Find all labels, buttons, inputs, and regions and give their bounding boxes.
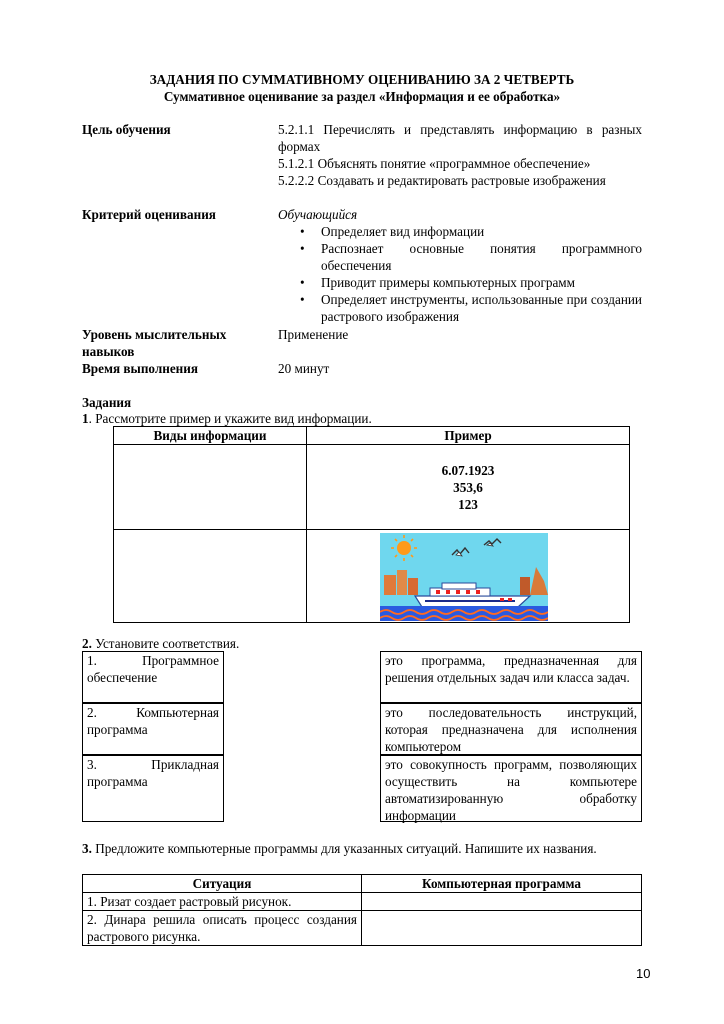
task1-prompt bbox=[82, 410, 372, 427]
task2-left-2[interactable]: 2. Компьютерная программа bbox=[82, 703, 224, 755]
task3-situation-1: 1. Ризат создает растровый рисунок. bbox=[83, 893, 362, 911]
goal-item-2: 5.1.2.1 Объяснять понятие «программное обеспечение» bbox=[278, 156, 591, 171]
criteria-bullet-icon: • bbox=[300, 241, 305, 256]
time-label: Время выполнения bbox=[82, 361, 199, 376]
example-line-1: 6.07.1923 bbox=[441, 463, 495, 478]
criteria-bullet-icon: • bbox=[300, 275, 305, 290]
task3-answer-1[interactable] bbox=[362, 893, 642, 911]
tasks-heading: Задания bbox=[82, 395, 132, 410]
task1-header-row bbox=[114, 427, 630, 445]
goal-item-3: 5.2.2.2 Создавать и редактировать растровые изображения bbox=[278, 173, 606, 188]
task2-number: 2. bbox=[82, 636, 92, 651]
time-value: 20 минут bbox=[278, 361, 330, 376]
task3-header-row bbox=[83, 875, 642, 893]
skills-value: Применение bbox=[278, 327, 349, 342]
task3-row-1 bbox=[83, 893, 642, 911]
page-subtitle: Суммативное оценивание за раздел «Информация и ее обработка» bbox=[163, 89, 561, 104]
task3-col-situation: Ситуация bbox=[83, 875, 362, 893]
task1-col-example: Пример bbox=[307, 427, 630, 445]
task3-row-2 bbox=[83, 911, 642, 946]
goal-label: Цель обучения bbox=[82, 122, 171, 137]
goal-item-1: 5.2.1.1 Перечислять и представлять информацию в разных формах bbox=[278, 122, 642, 154]
task1-number: 1 bbox=[82, 411, 89, 426]
task3-col-program: Компьютерная программа bbox=[362, 875, 642, 893]
example-line-3: 123 bbox=[458, 497, 478, 512]
task1-row-1 bbox=[114, 445, 630, 530]
task3-table bbox=[82, 874, 642, 946]
task1-col-types: Виды информации bbox=[114, 427, 307, 445]
criteria-item-1: Определяет вид информации bbox=[321, 224, 485, 239]
page-title: ЗАДАНИЯ ПО СУММАТИВНОМУ ОЦЕНИВАНИЮ ЗА 2 ЧЕТВЕРТЬ bbox=[149, 72, 575, 87]
skills-label: Уровень мыслительных навыков bbox=[82, 327, 227, 359]
task2-right-2[interactable]: это последовательность инструкций, которая предназначена для исполнения компьютером bbox=[380, 703, 642, 755]
page-number: 10 bbox=[636, 966, 651, 981]
criteria-label: Критерий оценивания bbox=[82, 207, 216, 222]
task2-left-1[interactable]: 1. Программное обеспечение bbox=[82, 651, 224, 703]
task1-text: . Рассмотрите пример и укажите вид информации. bbox=[88, 411, 372, 426]
criteria-item-2: Распознает основные понятия программного обеспечения bbox=[321, 241, 642, 273]
task1-answer-cell-2[interactable] bbox=[114, 530, 307, 623]
task1-table bbox=[113, 426, 630, 623]
example-line-2: 353,6 bbox=[453, 480, 483, 495]
task1-row-2 bbox=[114, 530, 630, 623]
criteria-bullet-icon: • bbox=[300, 292, 305, 307]
raster-image-sea-ship bbox=[380, 533, 548, 621]
criteria-item-3: Приводит примеры компьютерных программ bbox=[321, 275, 575, 290]
task2-right-3[interactable]: это совокупность программ, позволяющих осуществить на компьютере автоматизированную обработку информации bbox=[380, 755, 642, 822]
task2-prompt bbox=[82, 635, 239, 652]
task2-left-3[interactable]: 3. Прикладная программа bbox=[82, 755, 224, 822]
criteria-item-4: Определяет инструменты, использованные при создании растрового изображения bbox=[321, 292, 642, 324]
task3-answer-2[interactable] bbox=[362, 911, 642, 946]
task2-right-1[interactable]: это программа, предназначенная для решения отдельных задач или класса задач. bbox=[380, 651, 642, 703]
task2-text: Установите соответствия. bbox=[91, 636, 240, 651]
task3-text: Предложите компьютерные программы для указанных ситуаций. Напишите их названия. bbox=[91, 841, 597, 856]
task3-prompt bbox=[82, 840, 642, 857]
task3-number: 3. bbox=[82, 841, 92, 856]
task1-example-cell-2 bbox=[307, 530, 630, 623]
task3-situation-2: 2. Динара решила описать процесс создания растрового рисунка. bbox=[83, 911, 362, 946]
criteria-bullet-icon: • bbox=[300, 224, 305, 239]
criteria-intro: Обучающийся bbox=[278, 207, 358, 222]
task1-example-cell-1 bbox=[307, 445, 630, 530]
task1-answer-cell-1[interactable] bbox=[114, 445, 307, 530]
